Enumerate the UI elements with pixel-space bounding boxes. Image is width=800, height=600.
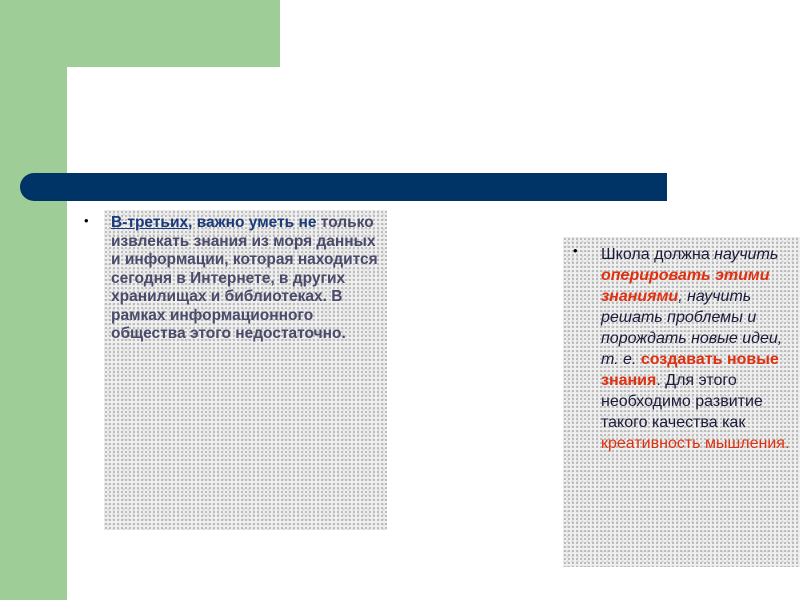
green-side-band xyxy=(0,0,67,600)
title-divider-bar xyxy=(20,173,667,201)
bullet-icon: • xyxy=(573,243,578,258)
paragraph-italic: , научить решать проблемы и порождать новые идеи, т. е. xyxy=(601,288,783,368)
paragraph-highlight: креативность мышления. xyxy=(601,435,790,452)
paragraph-emphasis: создавать новые знания xyxy=(601,351,779,389)
rounded-corner-decoration xyxy=(67,67,147,147)
paragraph-intro: , важно уметь не xyxy=(188,214,317,231)
paragraph-link[interactable]: В-третьих xyxy=(111,214,189,231)
left-paragraph xyxy=(111,214,381,344)
paragraph-emphasis: оперировать этими знаниями xyxy=(601,267,770,305)
green-top-band xyxy=(0,0,280,67)
paragraph-text: Школа должна xyxy=(601,246,715,263)
paragraph-text: . Для этого необходимо развитие такого качества как xyxy=(601,372,763,431)
paragraph-italic: научить xyxy=(714,246,779,263)
paragraph-body: только извлекать знания из моря данных и информации, которая находится сегодня в Интернете, в других хранилищах и библиотеках. В рамках информационного общества этого недостаточно. xyxy=(111,214,378,342)
right-paragraph xyxy=(601,244,791,454)
bullet-icon: • xyxy=(84,213,89,228)
